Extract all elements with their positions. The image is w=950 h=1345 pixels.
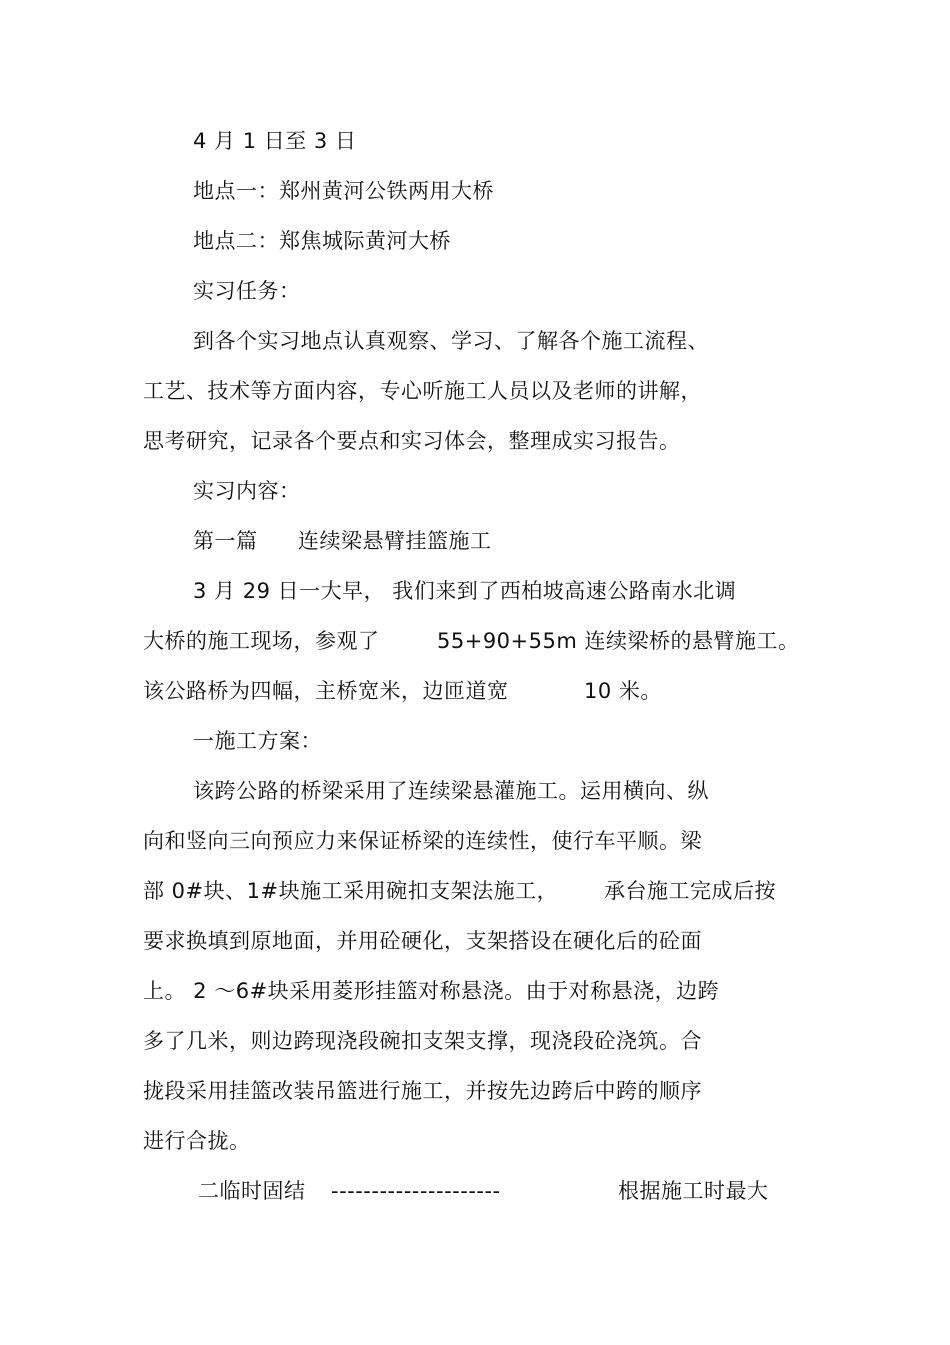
section-one-line: 多了几米，则边跨现浇段碗扣支架支撑，现浇段砼浇筑。合	[143, 1029, 702, 1053]
intro-line-part: 55+90+55m 连续梁桥的悬臂施工。	[437, 629, 800, 653]
content-heading: 实习内容：	[193, 479, 301, 503]
location-one: 地点一：郑州黄河公铁两用大桥	[193, 179, 494, 203]
date-line: 4 月 1 日至 3 日	[193, 129, 357, 153]
section-two-heading: 二临时固结	[198, 1179, 306, 1203]
section-one-line-part: 部 0#块、1#块施工采用碗扣支架法施工，	[143, 879, 559, 903]
task-paragraph-line: 思考研究，记录各个要点和实习体会，整理成实习报告。	[143, 429, 681, 453]
chapter-title: 连续梁悬臂挂篮施工	[298, 529, 492, 553]
intro-line-part: 大桥的施工现场，参观了	[143, 629, 380, 653]
section-one-line-part: 承台施工完成后按	[604, 879, 776, 903]
section-one-line: 该跨公路的桥梁采用了连续梁悬灌施工。运用横向、纵	[193, 779, 709, 803]
section-one-line: 进行合拢。	[143, 1129, 251, 1153]
section-one-line: 要求换填到原地面，并用砼硬化，支架搭设在硬化后的砼面	[143, 929, 702, 953]
location-two: 地点二：郑焦城际黄河大桥	[193, 229, 451, 253]
section-two-dashes: ---------------------	[331, 1179, 501, 1203]
section-two-tail: 根据施工时最大	[618, 1179, 769, 1203]
section-one-heading: 一施工方案：	[193, 729, 322, 753]
section-one-line: 拢段采用挂篮改装吊篮进行施工，并按先边跨后中跨的顺序	[143, 1079, 702, 1103]
intro-line-part: 10 米。	[584, 679, 662, 703]
intro-line: 3 月 29 日一大早， 我们来到了西柏坡高速公路南水北调	[193, 579, 737, 603]
task-heading: 实习任务：	[193, 279, 301, 303]
section-one-line: 上。 2 ～6#块采用菱形挂篮对称悬浇。由于对称悬浇，边跨	[143, 979, 720, 1003]
section-one-line: 向和竖向三向预应力来保证桥梁的连续性，使行车平顺。梁	[143, 829, 702, 853]
chapter-label: 第一篇	[193, 529, 258, 553]
intro-line-part: 该公路桥为四幅，主桥宽米，边匝道宽	[143, 679, 509, 703]
task-paragraph-line: 到各个实习地点认真观察、学习、了解各个施工流程、	[193, 329, 709, 353]
task-paragraph-line: 工艺、技术等方面内容，专心听施工人员以及老师的讲解，	[143, 379, 702, 403]
